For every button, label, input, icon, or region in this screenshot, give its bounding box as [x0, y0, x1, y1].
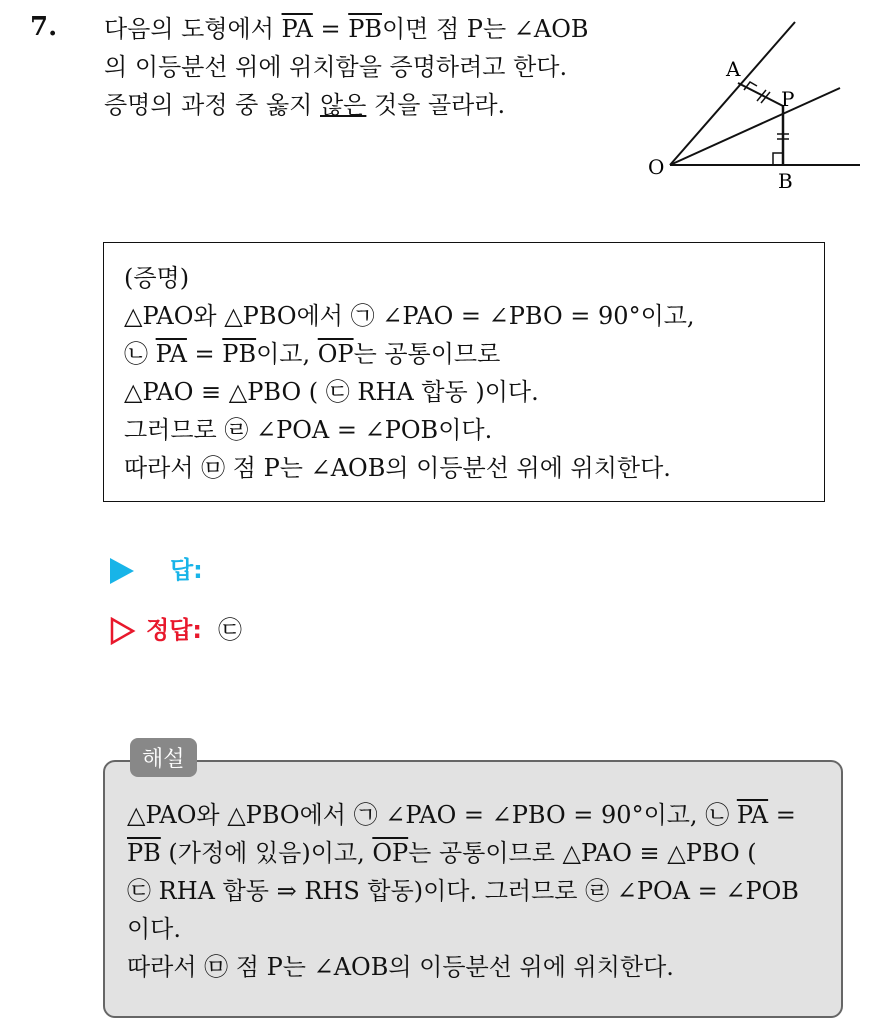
proof-segment-pb: $\overline{PB}$ — [222, 340, 257, 368]
underlined-word: 않은 — [320, 91, 367, 119]
correct-answer-row — [110, 610, 242, 645]
question-line-3-start: 증명의 과정 중 옳지 — [104, 91, 320, 119]
explanation-line-5: 따라서 ㉤ 점 P는 ∠AOB의 이등분선 위에 위치한다. — [127, 953, 674, 981]
correct-answer-value: ㉢ — [217, 616, 242, 644]
proof-segment-pa: $\overline{PA}$ — [155, 340, 187, 368]
explanation-line-1-end: = — [768, 801, 796, 829]
explanation-line-1 — [127, 796, 821, 834]
proof-line-4: △PAO ≡ △PBO ( ㉢ RHA 합동 )이다. — [124, 378, 539, 406]
proof-line-2: △PAO와 △PBO에서 ㉠ ∠PAO = ∠PBO = 90°이고, — [124, 302, 695, 330]
label-a: A — [726, 57, 741, 81]
label-o: O — [648, 155, 665, 179]
proof-line-3-start: ㉡ — [124, 340, 156, 368]
explanation-line-4: 이다. — [127, 915, 181, 943]
geometry-figure — [640, 10, 870, 200]
answer-row — [110, 550, 203, 585]
correct-answer-label: 정답: — [146, 616, 202, 644]
proof-line-6: 따라서 ㉤ 점 P는 ∠AOB의 이등분선 위에 위치한다. — [124, 454, 671, 482]
proof-line-3-end: 는 공통이므로 — [353, 340, 501, 368]
explanation-line-2-mid: (가정에 있음)이고, — [160, 839, 373, 867]
explanation-box — [103, 760, 843, 1018]
filled-triangle-icon — [110, 558, 134, 584]
explanation-segment-pb: $\overline{PB}$ — [127, 839, 161, 867]
explanation-segment-pa: $\overline{PA}$ — [736, 801, 769, 829]
question-line-3 — [104, 86, 644, 124]
segment-pb: $\overline{PB}$ — [348, 15, 382, 43]
explanation-segment-op: $\overline{OP}$ — [372, 839, 409, 867]
proof-line-3-mid: 이고, — [256, 340, 318, 368]
explanation-line-2-end: 는 공통이므로 △PAO ≡ △PBO ( — [408, 839, 757, 867]
question-line-1 — [104, 10, 644, 48]
right-angle-mark-b — [773, 153, 783, 165]
equals-sign: = — [312, 15, 349, 43]
segment-pa: $\overline{PA}$ — [281, 15, 313, 43]
question-number: 7. — [30, 12, 58, 42]
proof-heading: (증명) — [124, 264, 190, 292]
question-line-3-end: 것을 골라라. — [366, 91, 506, 119]
answer-label: 답: — [170, 556, 203, 584]
question-line-2: 의 이등분선 위에 위치함을 증명하려고 한다. — [104, 53, 568, 81]
proof-box — [103, 242, 825, 502]
explanation-line-3: ㉢ RHA 합동 ⇒ RHS 합동)이다. 그러므로 ㉣ ∠POA = ∠POB — [127, 877, 799, 905]
explanation-line-2 — [127, 834, 821, 872]
proof-line-5: 그러므로 ㉣ ∠POA = ∠POB이다. — [124, 416, 493, 444]
explanation-tab: 해설 — [130, 738, 197, 777]
question-line-1-end: 이면 점 P는 ∠AOB — [382, 15, 589, 43]
proof-segment-op: $\overline{OP}$ — [317, 340, 354, 368]
ray-oa — [670, 22, 795, 165]
ray-op — [670, 88, 840, 165]
proof-equals: = — [186, 340, 223, 368]
label-p: P — [781, 87, 795, 111]
question-line-1-start: 다음의 도형에서 — [104, 15, 282, 43]
outline-triangle-icon — [110, 617, 136, 645]
question-text — [104, 10, 644, 124]
label-b: B — [778, 169, 793, 193]
explanation-line-1-start: △PAO와 △PBO에서 ㉠ ∠PAO = ∠PBO = 90°이고, ㉡ — [127, 801, 737, 829]
proof-line-3 — [124, 335, 804, 373]
